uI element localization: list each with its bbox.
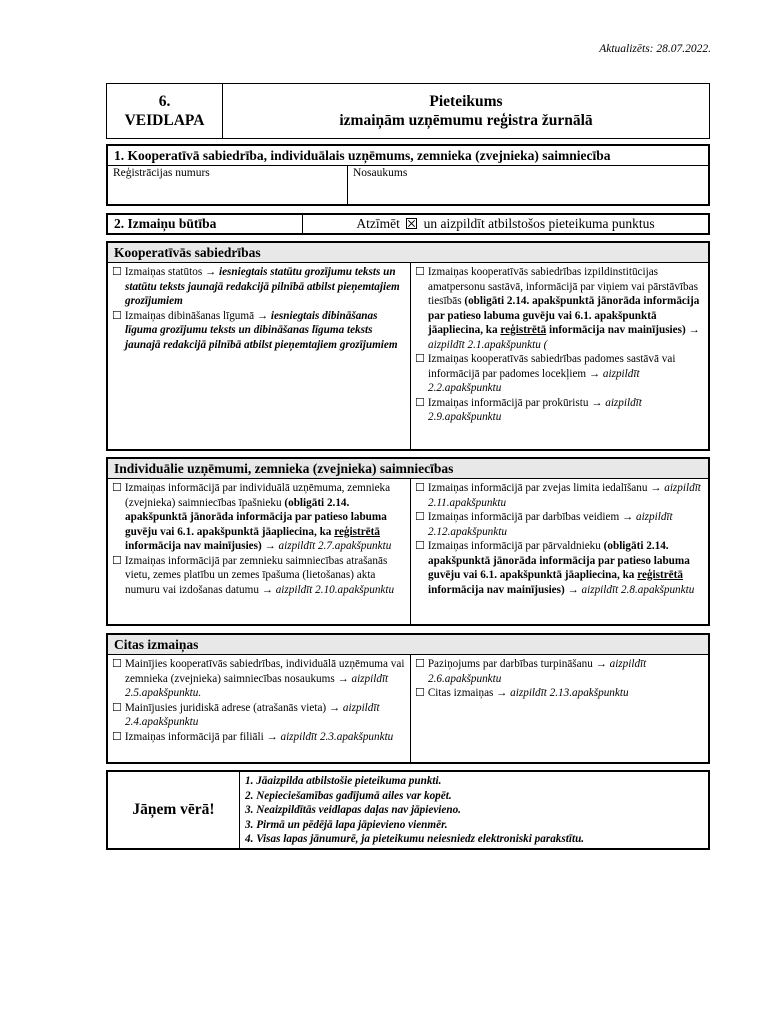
panel-individual [106, 457, 710, 626]
note-item: 1. Jāaizpilda atbilstošie pieteikuma punkti. [245, 775, 442, 787]
checkbox-option[interactable]: ☐ Izmaiņas informācijā par zvejas limita iedalīšanu → aizpildīt 2.11.apakšpunktu [415, 482, 701, 509]
note-item: 3. Pirmā un pēdējā lapa jāpievieno vienmēr. [245, 818, 448, 831]
form-word: VEIDLAPA [124, 112, 205, 129]
section-2-title: 2. Izmaiņu būtība [108, 215, 303, 233]
checkbox-option[interactable]: ☐ Izmaiņas kooperatīvās sabiedrības padomes sastāvā vai informācijā par padomes locekļiem → aizpildīt 2.2.apakšpunktu [415, 353, 676, 394]
checkbox-option[interactable]: ☐ Mainījies kooperatīvās sabiedrības, individuālā uzņēmuma vai zemnieka (zvejnieka) saimniecības nosaukums → aizpildīt 2.5.apakšpunktu. [112, 658, 405, 699]
section-1 [106, 144, 710, 206]
checkbox-option[interactable]: ☐ Paziņojums par darbības turpināšanu → aizpildīt 2.6.apakšpunktu [415, 658, 647, 685]
section-2 [106, 213, 710, 235]
notes-list [240, 772, 708, 848]
checkbox-option[interactable]: ☐ Izmaiņas informācijā par filiāli → aizpildīt 2.3.apakšpunktu [112, 730, 394, 743]
panel-cooperatives [106, 241, 710, 451]
note-item: 3. Neaizpildītās veidlapas daļas nav jāpievieno. [245, 804, 461, 816]
section-1-title: 1. Kooperatīvā sabiedrība, individuālais uzņēmums, zemnieka (zvejnieka) saimniecība [108, 146, 708, 166]
form-title-cell [223, 84, 709, 138]
panel-cooperatives-title: Kooperatīvās sabiedrības [108, 243, 708, 263]
form-number-cell [107, 84, 223, 138]
checkbox-option[interactable]: ☐ Mainījusies juridiskā adrese (atrašanās vieta) → aizpildīt 2.4.apakšpunktu [112, 701, 380, 728]
checkbox-option[interactable]: ☐ Izmaiņas kooperatīvās sabiedrības izpildinstitūcijas amatpersonu sastāvā, informācijā par viņiem vai pārstāvības tiesībās (obligāti 2.14. apakšpunktā jānorāda informācija par patieso labuma guvēju vai 6.1. apakšpunktā jāapliecina, ka reģistrētā informācija nav mainījusies) → aizpildīt 2.1.apakšpunktu ( [415, 266, 700, 351]
checkbox-option[interactable]: ☐ Izmaiņas informācijā par darbības veidiem → aizpildīt 2.12.apakšpunktu [415, 511, 673, 538]
instruction-text-before: Atzīmēt [356, 216, 400, 231]
updated-date: Aktualizēts: 28.07.2022. [599, 43, 711, 55]
company-name-field[interactable] [348, 166, 708, 205]
checkbox-option[interactable]: ☐ Izmaiņas informācijā par individuālā uzņēmuma, zemnieka (zvejnieka) saimniecības īpašnieku (obligāti 2.14. apakšpunktā jānorāda informācija par patieso labuma guvēju vai 6.1. apakšpunktā jāapliecina, ka reģistrētā informācija nav mainījusies) → aizpildīt 2.7.apakšpunktu [112, 482, 392, 552]
note-item: 2. Nepieciešamības gadījumā ailes var kopēt. [245, 789, 452, 802]
checked-box-icon [406, 218, 417, 229]
registration-number-label: Reģistrācijas numurs [113, 167, 210, 179]
checkbox-option[interactable]: ☐ Izmaiņas informācijā par prokūristu → aizpildīt 2.9.apakšpunktu [415, 396, 642, 423]
panel-individual-title: Individuālie uzņēmumi, zemnieka (zvejnieka) saimniecības [108, 459, 708, 479]
checkbox-option[interactable]: ☐ Citas izmaiņas → aizpildīt 2.13.apakšpunktu [415, 687, 629, 699]
notes-box [106, 770, 710, 850]
panel-other-title: Citas izmaiņas [108, 635, 708, 655]
form-header [106, 83, 710, 139]
form-title-line2: izmaiņām uzņēmumu reģistra žurnālā [339, 112, 593, 129]
company-name-label: Nosaukums [353, 167, 408, 179]
checkbox-option[interactable]: ☐ Izmaiņas informācijā par zemnieku saimniecības atrašanās vietu, zemes platību un zemes īpašuma (lietošanas) akta numuru vai izdošanas datumu → aizpildīt 2.10.apakšpunktu [112, 554, 395, 596]
instruction-text-after: un aizpildīt atbilstošos pieteikuma punktus [423, 216, 655, 231]
panel-other-changes [106, 633, 710, 764]
note-item: 4. Visas lapas jānumurē, ja pieteikumu neiesniedz elektroniski parakstītu. [245, 833, 585, 845]
section-2-instruction [303, 215, 708, 233]
form-number: 6. [158, 93, 171, 110]
notes-heading: Jāņem vērā! [108, 772, 240, 848]
checkbox-option[interactable]: ☐ Izmaiņas dibināšanas līgumā → iesniegtais dibināšanas līguma grozījumu teksts un dibināšanas līguma teksts jaunajā redakcijā pilnībā atbilst pieņemtajiem grozījumiem [112, 309, 398, 351]
checkbox-option[interactable]: ☐ Izmaiņas statūtos → iesniegtais statūtu grozījumu teksts un statūtu teksts jaunajā redakcijā pilnībā atbilst pieņemtajiem grozījumiem [112, 266, 400, 307]
form-title-line1: Pieteikums [429, 93, 503, 110]
registration-number-field[interactable] [108, 166, 348, 205]
checkbox-option[interactable]: ☐ Izmaiņas informācijā par pārvaldnieku (obligāti 2.14. apakšpunktā jānorāda informācija par patieso labuma guvēju vai 6.1. apakšpunktā jāapliecina, ka reģistrētā informācija nav mainījusies) → aizpildīt 2.8.apakšpunktu [415, 540, 695, 596]
